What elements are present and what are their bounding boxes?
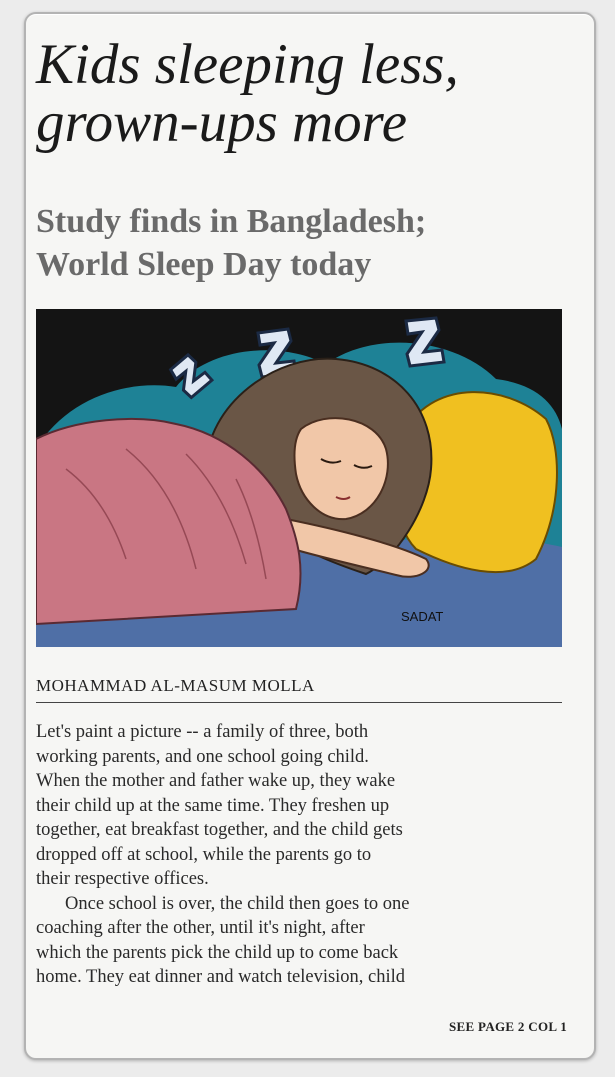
author-byline: [36, 676, 562, 703]
article-headline: [36, 33, 566, 154]
headline-line-2: grown-ups more: [36, 91, 408, 154]
body-p1-line-3: When the mother and father wake up, they wake: [36, 771, 396, 791]
body-p1-line-7: their respective offices.: [36, 869, 209, 889]
author-name: MOHAMMAD AL-MASUM MOLLA: [36, 676, 315, 695]
body-p1-line-1: Let's paint a picture -- a family of three, both: [36, 722, 369, 742]
subheadline-line-2: World Sleep Day today: [36, 246, 372, 283]
sleeping-girl-illustration: [36, 309, 562, 647]
subheadline-line-1: Study finds in Bangladesh;: [36, 203, 427, 240]
continuation-link[interactable]: SEE PAGE 2 COL 1: [449, 1019, 567, 1034]
body-p2-line-4: home. They eat dinner and watch television, child: [36, 967, 406, 987]
body-p1-line-5: together, eat breakfast together, and the child gets: [36, 820, 403, 840]
body-p1-line-2: working parents, and one school going child.: [36, 746, 369, 767]
body-p2-line-2: coaching after the other, until it's night, after: [36, 918, 365, 938]
body-p2-line-3: which the parents pick the child up to come back: [36, 942, 399, 963]
article-subheadline: [36, 200, 566, 286]
body-p2-line-1: Once school is over, the child then goes to one: [65, 893, 410, 914]
cartoon-image: [36, 309, 562, 647]
headline-line-1: Kids sleeping less,: [36, 33, 459, 96]
article-body: [36, 720, 566, 990]
body-p1-line-4: their child up at the same time. They freshen up: [36, 795, 390, 816]
body-p1-line-6: dropped off at school, while the parents go to: [36, 844, 372, 865]
illustrator-signature: SADAT: [401, 609, 444, 624]
